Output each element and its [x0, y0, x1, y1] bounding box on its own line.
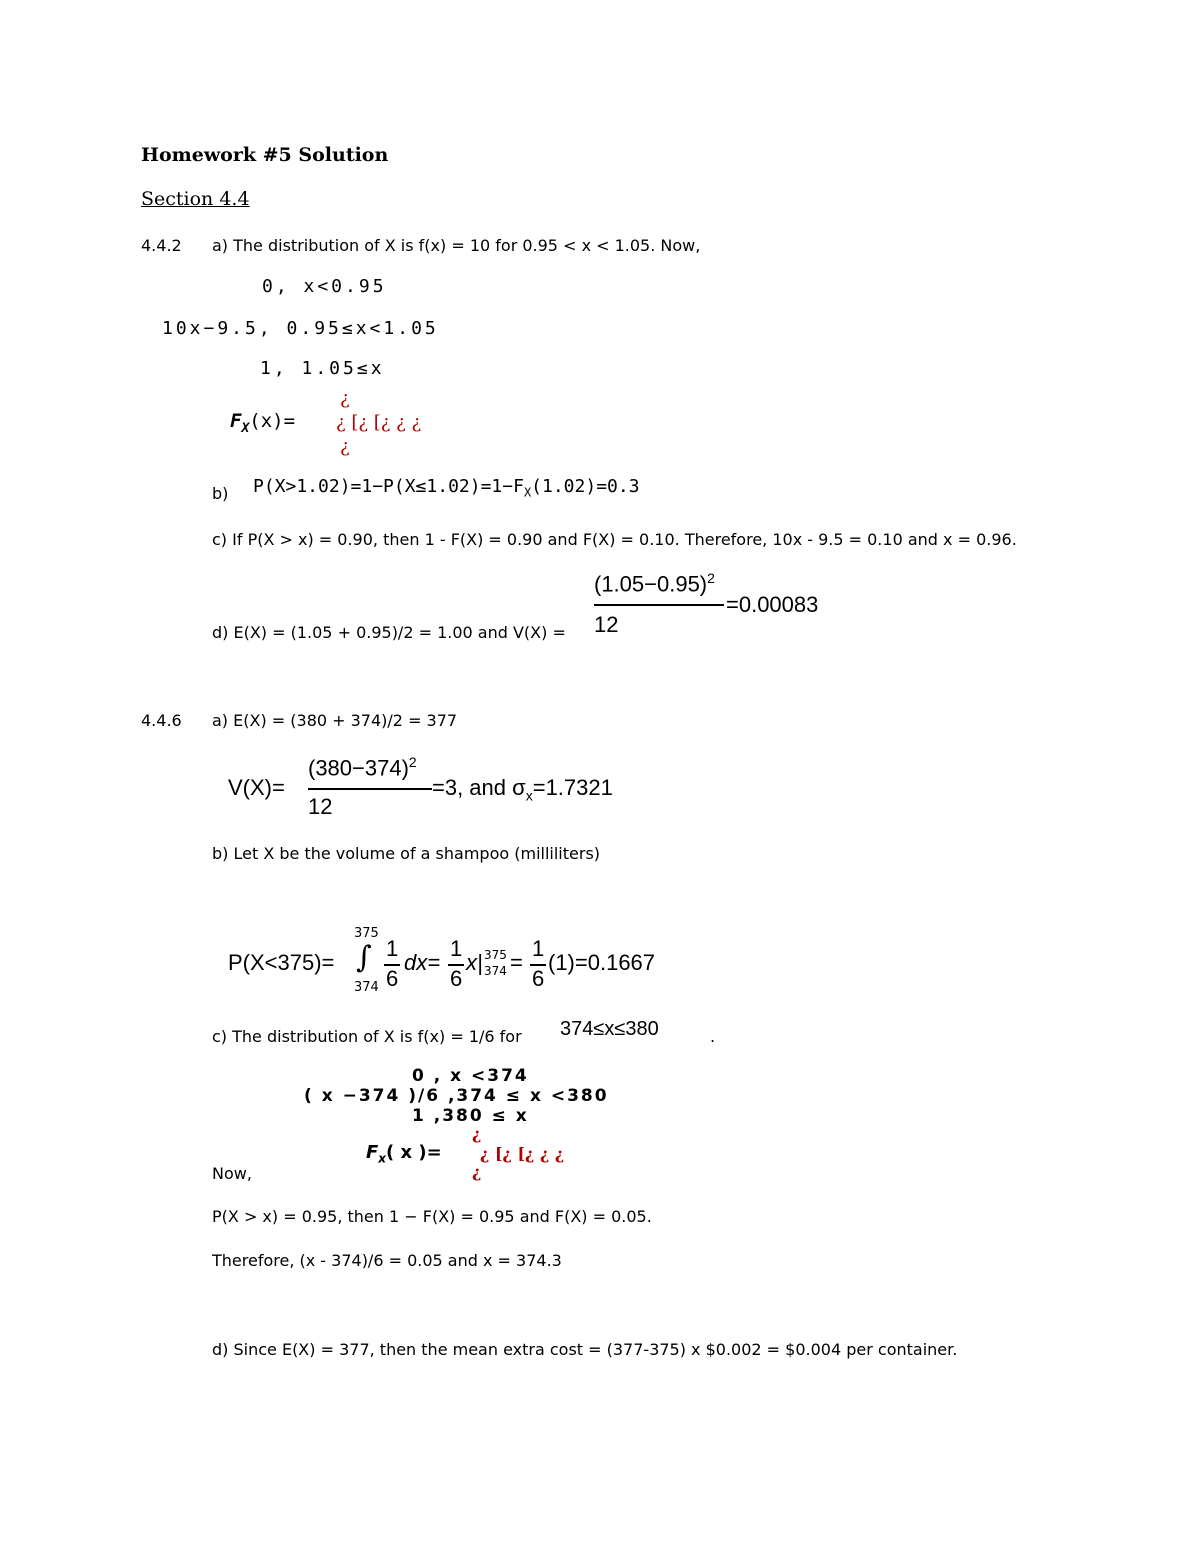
p446-prob-tail: (1)=0.1667 [548, 950, 656, 975]
p446-x-eval: x| [466, 950, 483, 975]
section-heading: Section 4.4 [141, 188, 250, 210]
p446-eval-lower: 374 [484, 964, 507, 978]
p442-cdf-case-3: 1, 1.05≤x [260, 358, 385, 379]
p446-frac2-den: 6 [450, 966, 463, 991]
p446-part-d-text: d) Since E(X) = 377, then the mean extra cost = (377-375) x $0.002 = $0.004 per container. [212, 1340, 958, 1359]
p442-cdf-subscript: X [241, 420, 250, 436]
p442-b-subscript: X [523, 485, 532, 500]
p442-d-result: =0.00083 [726, 592, 819, 617]
p446-therefore-line: Therefore, (x - 374)/6 = 0.05 and x = 374.3 [212, 1251, 562, 1270]
p446-now: Now, [212, 1164, 252, 1183]
p446-part-b-text: b) Let X be the volume of a shampoo (milliliters) [212, 844, 601, 863]
p442-cdf-arg: (x)= [249, 410, 296, 432]
p442-d-fraction-bar [594, 604, 724, 606]
p446-c-range: 374≤x≤380 [560, 1018, 659, 1040]
document-title: Homework #5 Solution [141, 144, 389, 166]
p446-variance-numerator [308, 754, 417, 781]
p446-variance-mid: =3, and σ [432, 775, 526, 800]
p446-variance-numerator-base: (380−374) [308, 755, 409, 781]
p442-b-formula-tail: (1.02)=0.3 [531, 476, 640, 497]
p446-cdf-glyph-mid: ¿ [¿ [¿ ¿ ¿ [480, 1144, 565, 1163]
p446-variance-fraction-bar [308, 788, 432, 790]
p442-cdf-case-1: 0, x<0.95 [262, 276, 387, 297]
p442-part-d-text: d) E(X) = (1.05 + 0.95)/2 = 1.00 and V(X) = [212, 623, 566, 642]
p446-frac1-num: 1 [386, 936, 399, 961]
p446-cdf-glyph-top: ¿ [472, 1124, 482, 1143]
p446-variance-exponent: 2 [408, 754, 417, 770]
p446-cdf-function [366, 1142, 442, 1166]
p446-dx: dx= [404, 950, 441, 975]
p446-variance-lhs: V(X)= [228, 775, 285, 800]
p446-integral-sign: ∫ [356, 940, 372, 975]
p446-prob-lhs: P(X<375)= [228, 950, 335, 975]
p446-part-a-text: a) E(X) = (380 + 374)/2 = 377 [212, 711, 458, 730]
p442-part-b-formula [253, 476, 640, 500]
p446-cdf-case-2: ( x −374 )/6 ,374 ≤ x <380 [304, 1086, 609, 1106]
p446-variance-tail: =1.7321 [532, 775, 613, 800]
p442-cdf-glyph-bot: ¿ [340, 436, 350, 457]
p446-cdf-glyph-bot: ¿ [472, 1162, 482, 1181]
p442-cdf-case-2: 10x−9.5, 0.95≤x<1.05 [162, 318, 439, 339]
p446-cdf-case-3: 1 ,380 ≤ x [412, 1106, 529, 1126]
p442-cdf-glyph-mid: ¿ [¿ [¿ ¿ ¿ [336, 412, 422, 433]
p442-cdf-glyph-top: ¿ [340, 388, 350, 409]
p446-sigma-subscript: x [525, 787, 533, 804]
p446-c-period: . [710, 1027, 716, 1046]
p442-part-c-text: c) If P(X > x) = 0.90, then 1 - F(X) = 0.90 and F(X) = 0.10. Therefore, 10x - 9.5 = 0.10 and x = 0.96. [212, 530, 1017, 549]
p442-part-a-text: a) The distribution of X is f(x) = 10 for 0.95 < x < 1.05. Now, [212, 236, 701, 255]
p446-frac3-num: 1 [532, 936, 545, 961]
p442-d-exponent: 2 [707, 570, 715, 586]
p446-eval-upper: 375 [484, 948, 507, 962]
p442-part-b-label: b) [212, 484, 229, 503]
p446-eq: = [510, 950, 523, 975]
p442-d-numerator [594, 570, 715, 597]
p446-variance-denominator: 12 [308, 794, 333, 819]
p446-variance-result [432, 775, 613, 803]
p446-probability-line: P(X > x) = 0.95, then 1 − F(X) = 0.95 and F(X) = 0.05. [212, 1207, 652, 1226]
p446-integral-upper: 375 [354, 926, 379, 941]
p446-cdf-subscript: x [378, 1151, 387, 1166]
p446-frac1-den: 6 [386, 966, 399, 991]
p446-part-c-text: c) The distribution of X is f(x) = 1/6 for [212, 1027, 522, 1046]
p446-integral-lower: 374 [354, 980, 379, 995]
p442-cdf-function [230, 410, 295, 436]
problem-number-446: 4.4.6 [141, 711, 182, 730]
problem-number-442: 4.4.2 [141, 236, 182, 255]
p446-frac3-den: 6 [532, 966, 545, 991]
p446-cdf-arg: ( x )= [386, 1142, 442, 1163]
p442-d-numerator-base: (1.05−0.95) [594, 571, 708, 597]
p446-frac2-num: 1 [450, 936, 463, 961]
p446-cdf-case-1: 0 , x <374 [412, 1066, 529, 1086]
p442-b-formula-main: P(X>1.02)=1−P(X≤1.02)=1−F [253, 476, 524, 497]
p442-d-denominator: 12 [594, 612, 619, 637]
p442-cdf-F: F [230, 410, 242, 432]
p446-cdf-F: F [366, 1142, 379, 1163]
